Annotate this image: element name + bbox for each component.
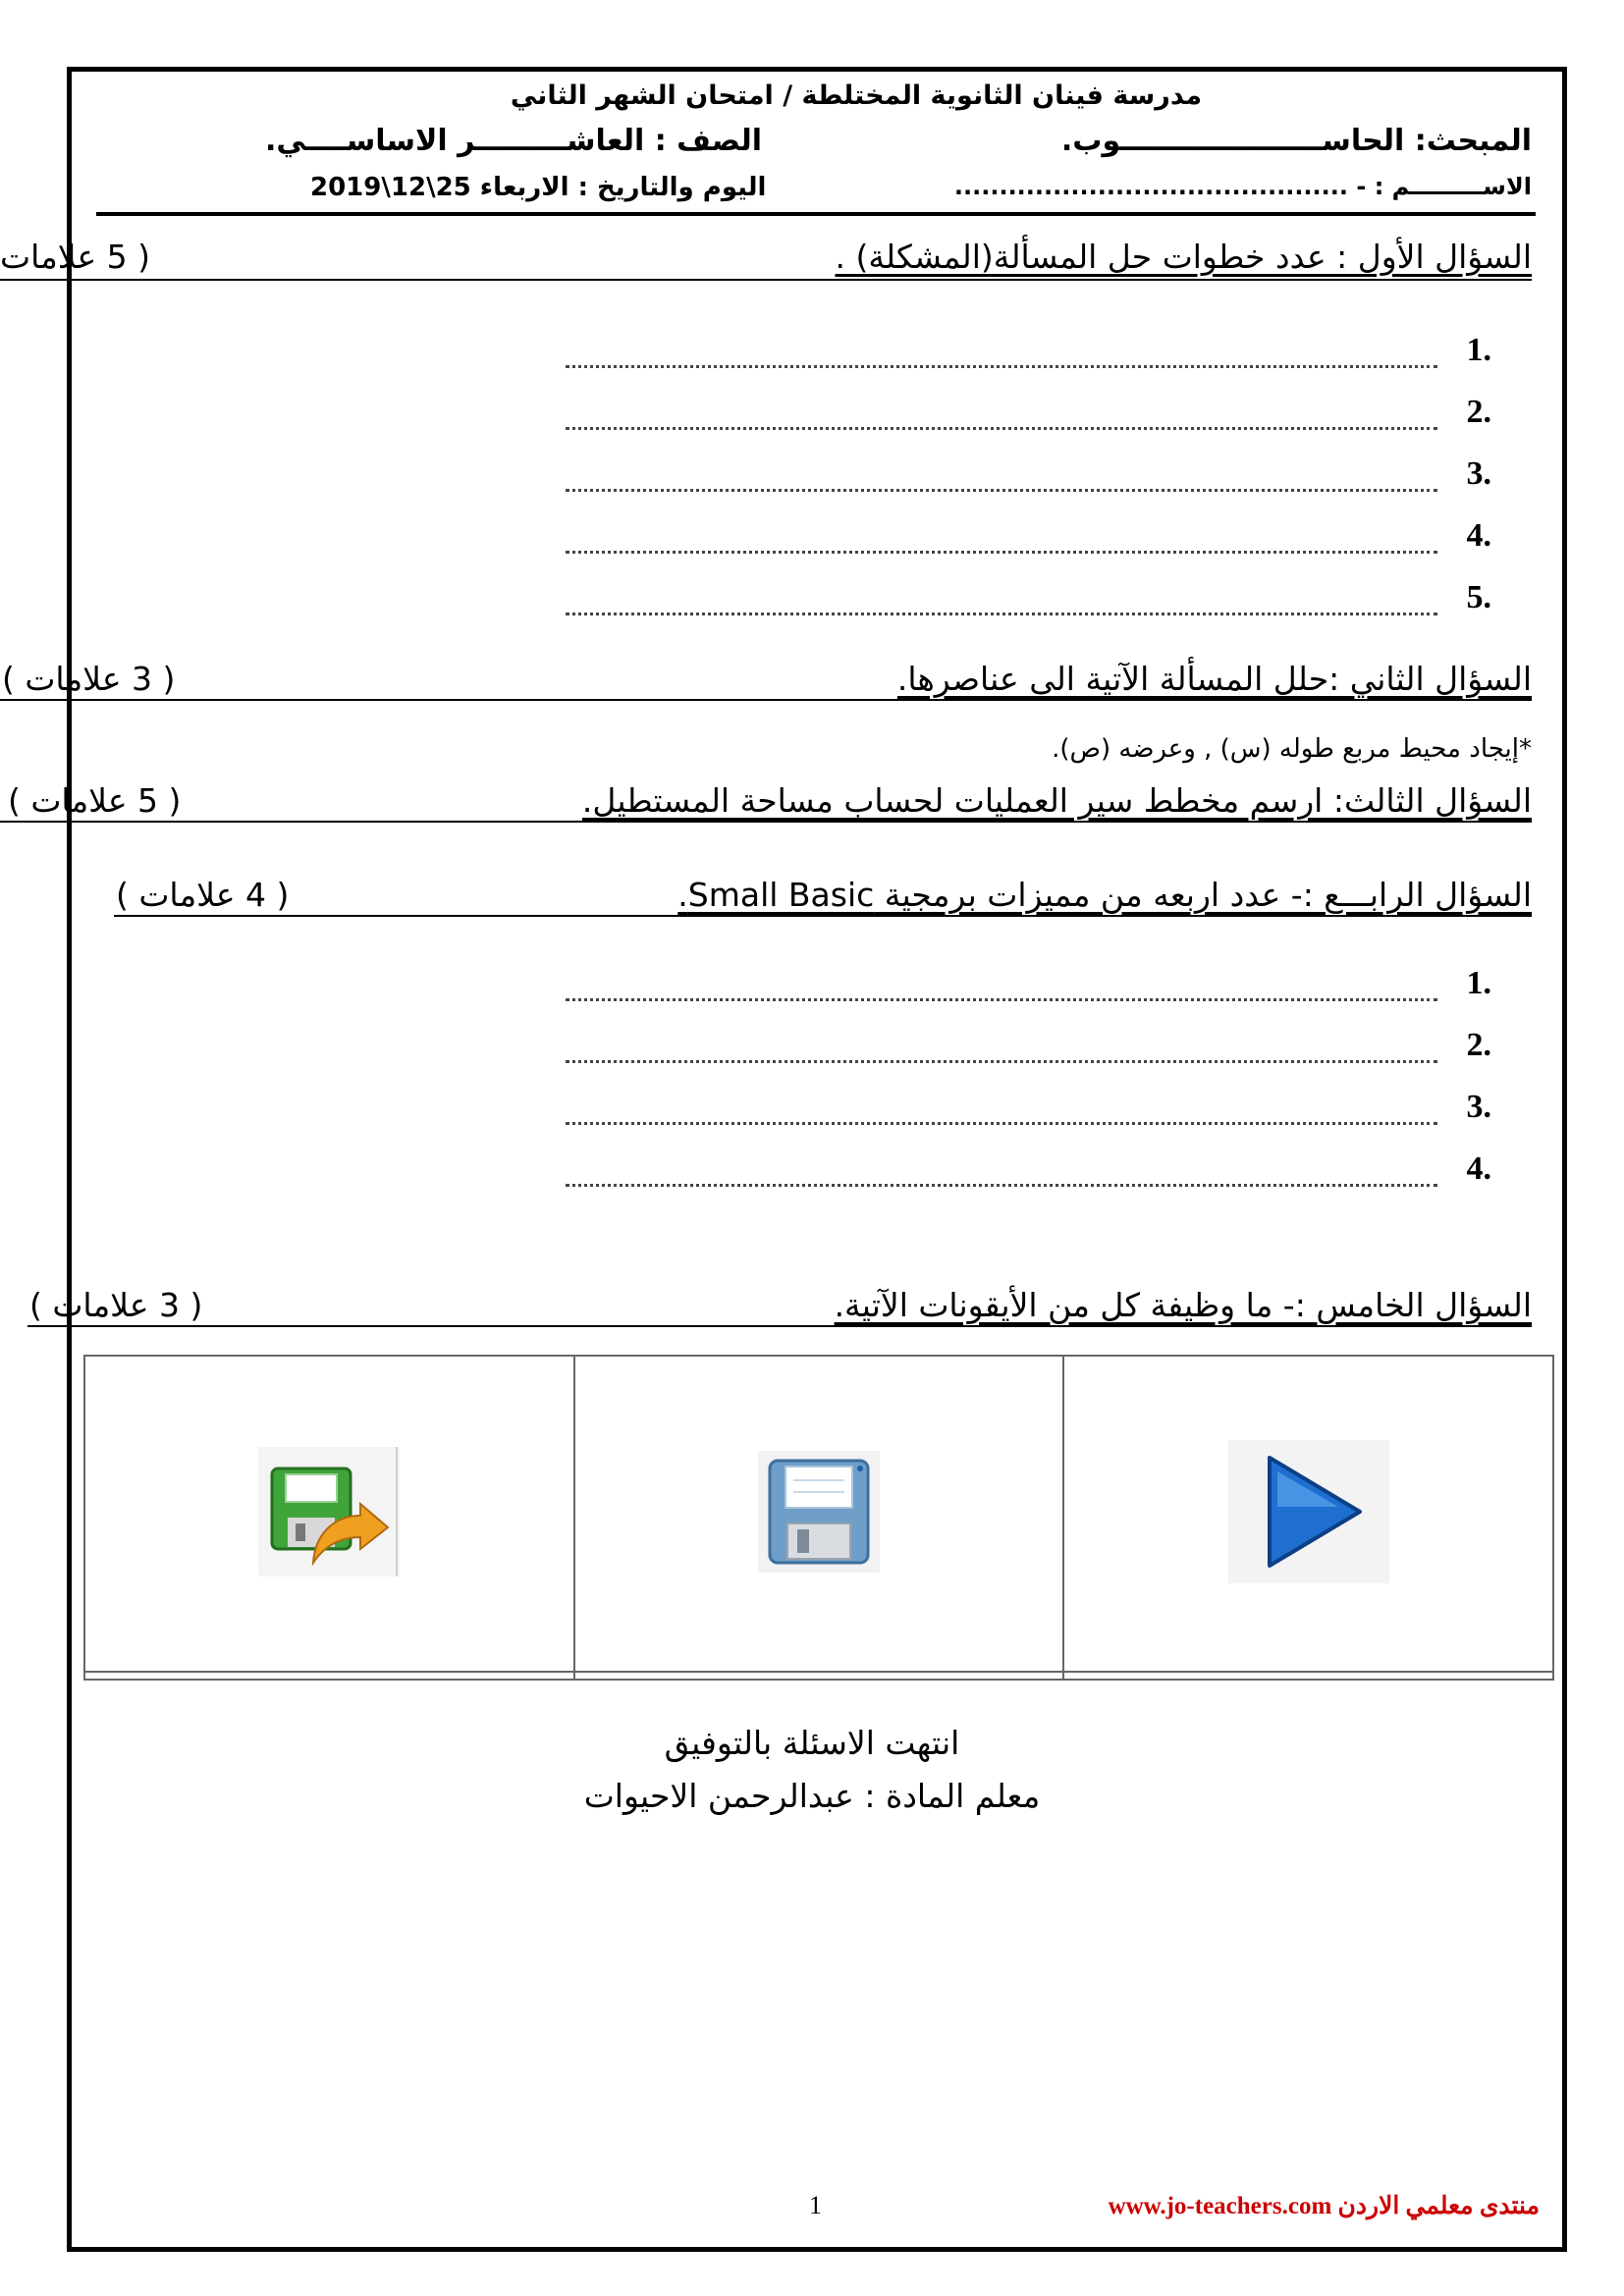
q4-item-3-number: 3. xyxy=(1466,1089,1491,1125)
icons-row xyxy=(84,1356,1553,1672)
subject-label: المبحث: الحاســــــــــــــــــــوب. xyxy=(1060,124,1532,158)
header-divider xyxy=(96,212,1536,216)
q4-item-4-number: 4. xyxy=(1466,1150,1491,1187)
q4-title: السؤال الرابـــع :- عدد اربعه من مميزات برمجية Small Basic. xyxy=(677,876,1532,914)
q1-item-4-answer-line xyxy=(566,551,1437,554)
icon-cell-run xyxy=(1063,1356,1553,1672)
q4-item-3-answer-line xyxy=(566,1122,1437,1125)
run-icon xyxy=(1228,1440,1389,1587)
q3-marks: ( 5 علامات ) xyxy=(8,781,182,820)
icon-cell-save-as xyxy=(84,1356,574,1672)
q1-item-1-number: 1. xyxy=(1466,332,1491,368)
q1-item-1-answer-line xyxy=(566,365,1437,368)
q2-statement: *إيجاد محيط مربع طوله (س) , وعرضه (ص). xyxy=(1052,734,1532,764)
answer-cell-3[interactable] xyxy=(1063,1672,1553,1680)
save-icon xyxy=(758,1451,880,1576)
q4-marks: ( 4 علامات ) xyxy=(116,876,290,914)
school-title: مدرسة فينان الثانوية المختلطة / امتحان الشهر الثاني xyxy=(510,80,1203,111)
q5-title: السؤال الخامس :- ما وظيفة كل من الأيقونات الآتية. xyxy=(834,1286,1532,1324)
q1-item-5-answer-line xyxy=(566,613,1437,615)
save-as-icon xyxy=(258,1447,400,1580)
q5-marks: ( 3 علامات ) xyxy=(29,1286,203,1324)
icons-table xyxy=(83,1355,1554,1681)
answers-row xyxy=(84,1672,1553,1680)
q2-title: السؤال الثاني :حلل المسألة الآتية الى عناصرها. xyxy=(896,660,1532,698)
date-label: اليوم والتاريخ : الاربعاء 25\12\2019 xyxy=(310,173,767,202)
site-footer[interactable]: www.jo-teachers.com منتدى معلمي الاردن xyxy=(1108,2193,1540,2219)
page-number: 1 xyxy=(809,2191,822,2219)
q4-item-2-number: 2. xyxy=(1466,1027,1491,1063)
q1-underline xyxy=(0,279,1532,281)
q1-item-2-number: 2. xyxy=(1466,394,1491,430)
grade-label: الصف : العاشـــــــــر الاساســــي. xyxy=(265,124,763,158)
q4-item-1-number: 1. xyxy=(1466,965,1491,1001)
q4-item-4-answer-line xyxy=(566,1184,1437,1187)
q4-item-2-answer-line xyxy=(566,1060,1437,1063)
q3-underline xyxy=(0,821,1532,823)
q3-title: السؤال الثالث: ارسم مخطط سير العمليات لحساب مساحة المستطيل. xyxy=(581,781,1532,820)
closing-line-1: انتهت الاسئلة بالتوفيق xyxy=(664,1724,960,1762)
q1-marks: ( 5 علامات xyxy=(0,238,151,276)
q2-marks: ( 3 علامات ) xyxy=(2,660,176,698)
answer-cell-1[interactable] xyxy=(84,1672,574,1680)
q5-underline xyxy=(27,1325,1532,1327)
answer-cell-2[interactable] xyxy=(574,1672,1064,1680)
q1-title: السؤال الأول : عدد خطوات حل المسألة(المشكلة) . xyxy=(835,238,1532,276)
teacher-name: معلم المادة : عبدالرحمن الاحيوات xyxy=(583,1777,1041,1815)
q1-item-4-number: 4. xyxy=(1466,517,1491,554)
q1-item-2-answer-line xyxy=(566,427,1437,430)
q1-item-5-number: 5. xyxy=(1466,579,1491,615)
q4-underline xyxy=(114,915,1532,917)
page-border xyxy=(67,67,1567,2252)
name-field: الاســـــــــم : - ............................................ xyxy=(953,173,1532,200)
q2-underline xyxy=(0,699,1532,701)
q1-item-3-number: 3. xyxy=(1466,455,1491,492)
q1-item-3-answer-line xyxy=(566,489,1437,492)
q4-item-1-answer-line xyxy=(566,998,1437,1001)
icon-cell-save xyxy=(574,1356,1064,1672)
